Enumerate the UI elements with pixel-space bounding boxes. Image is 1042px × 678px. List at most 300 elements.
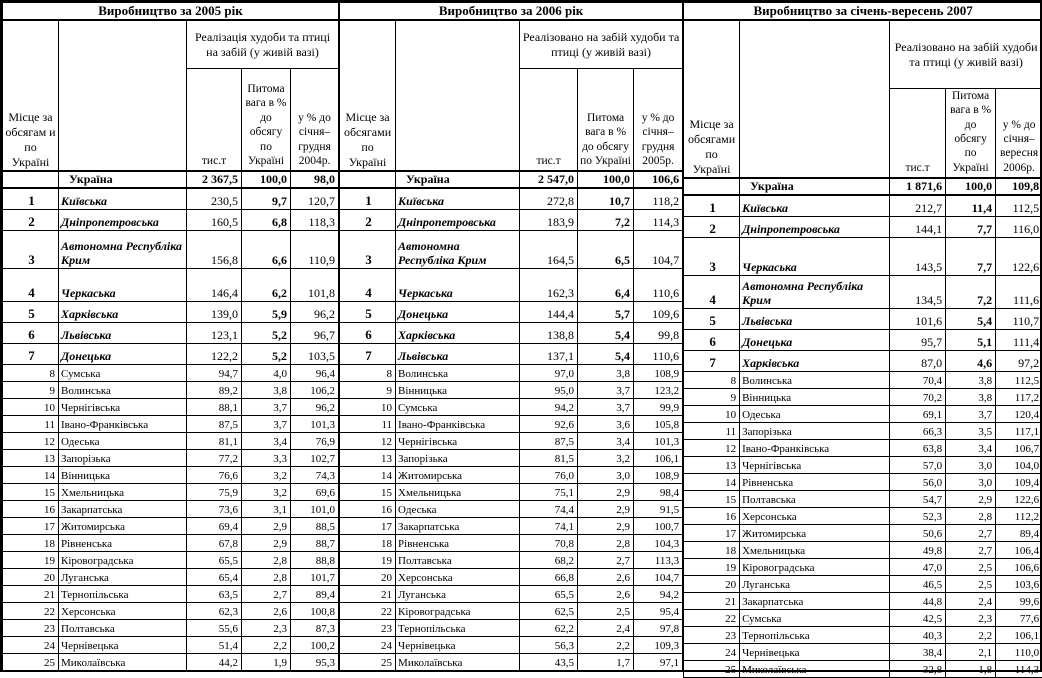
table-row [3,322,339,343]
volume-cell: 65,5 [187,551,242,568]
rank-cell: 3 [3,230,59,268]
rank-cell: 9 [3,381,59,398]
region-cell: Київська [396,188,520,209]
rank-cell: 7 [684,350,740,371]
share-cell: 3,7 [946,405,996,422]
percent-cell: 106,6 [634,171,683,188]
share-cell: 2,6 [578,585,634,602]
table-row [3,585,339,602]
percent-cell: 109,3 [634,636,683,653]
region-cell: Рівненська [59,534,187,551]
share-cell: 4,0 [242,364,291,381]
rank-cell: 2 [684,216,740,237]
section-2006 [339,2,683,671]
rank-cell: 19 [340,551,396,568]
percent-cell: 104,3 [634,534,683,551]
volume-cell: 81,5 [520,449,578,466]
rank-cell: 14 [684,473,740,490]
share-cell: 3,8 [946,371,996,388]
rank-cell: 16 [3,500,59,517]
table-row [3,209,339,230]
volume-cell: 56,0 [890,473,946,490]
rank-cell: 9 [684,388,740,405]
volume-cell: 51,4 [187,636,242,653]
percent-cell: 120,7 [291,188,339,209]
volume-cell: 146,4 [187,268,242,301]
rank-cell: 18 [340,534,396,551]
volume-cell: 272,8 [520,188,578,209]
rank-cell: 13 [3,449,59,466]
rank-cell: 23 [684,626,740,643]
table-row [340,483,683,500]
share-cell: 100,0 [946,178,996,195]
region-cell: Тернопільська [740,626,890,643]
share-cell: 100,0 [578,171,634,188]
section-title: Виробництво за 2005 рік [3,3,339,21]
table-row [340,568,683,585]
volume-cell: 62,2 [520,619,578,636]
volume-cell: 88,1 [187,398,242,415]
table-row [340,432,683,449]
table-row [684,195,1042,216]
share-cell: 3,4 [578,432,634,449]
rank-cell: 17 [3,517,59,534]
volume-cell: 69,1 [890,405,946,422]
volume-cell: 95,0 [520,381,578,398]
volume-cell: 44,8 [890,592,946,609]
rank-cell: 20 [340,568,396,585]
volume-cell: 75,9 [187,483,242,500]
table-row [3,534,339,551]
col-header-tons: тис.т [890,88,946,178]
volume-cell: 183,9 [520,209,578,230]
table-row [3,449,339,466]
share-cell: 2,1 [946,643,996,660]
table-row [3,653,339,670]
region-header [740,20,890,178]
percent-cell: 99,9 [634,398,683,415]
region-cell: Харківська [396,322,520,343]
share-cell: 7,2 [578,209,634,230]
col-header-share: Питома вага в % до обсягу по Україні [946,88,996,178]
share-cell: 6,5 [578,230,634,268]
rank-cell: 17 [684,524,740,541]
rank-cell: 10 [3,398,59,415]
percent-cell: 96,2 [291,398,339,415]
volume-cell: 97,0 [520,364,578,381]
volume-cell: 2 547,0 [520,171,578,188]
percent-cell: 106,7 [996,439,1042,456]
volume-cell: 87,0 [890,350,946,371]
table-row [3,415,339,432]
percent-cell: 98,0 [291,171,339,188]
rank-cell: 2 [3,209,59,230]
share-cell: 5,4 [578,322,634,343]
volume-cell: 94,7 [187,364,242,381]
col-header-share: Питома вага в % до обсягу по Україні [578,68,634,171]
table-row [684,329,1042,350]
region-cell: Автономна Республіка Крим [59,230,187,268]
volume-cell: 50,6 [890,524,946,541]
percent-cell: 91,5 [634,500,683,517]
rank-cell: 5 [684,308,740,329]
table-row [340,268,683,301]
percent-cell: 118,3 [291,209,339,230]
table-row [684,558,1042,575]
table-row [340,551,683,568]
volume-cell: 87,5 [520,432,578,449]
share-cell: 3,7 [242,398,291,415]
share-cell: 2,9 [578,517,634,534]
rank-cell: 19 [684,558,740,575]
percent-cell: 94,2 [634,585,683,602]
percent-cell: 99,6 [996,592,1042,609]
table-row [684,216,1042,237]
rank-cell: 7 [3,343,59,364]
region-cell: Миколаївська [396,653,520,670]
share-cell: 2,9 [946,490,996,507]
region-cell: Львівська [740,308,890,329]
table-row [684,371,1042,388]
rank-cell: 25 [340,653,396,670]
table-row [684,388,1042,405]
rank-cell: 4 [3,268,59,301]
percent-cell: 101,0 [291,500,339,517]
share-cell: 5,2 [242,322,291,343]
volume-cell: 65,4 [187,568,242,585]
rank-cell: 10 [684,405,740,422]
volume-cell: 70,2 [890,388,946,405]
share-cell: 2,7 [946,541,996,558]
place-header: Місце за обсягами по Україні [340,20,396,171]
table-row [340,500,683,517]
percent-cell: 74,3 [291,466,339,483]
share-cell: 2,4 [578,619,634,636]
rank-cell: 1 [3,188,59,209]
rank-cell: 23 [340,619,396,636]
share-cell: 3,2 [578,449,634,466]
table-row [684,308,1042,329]
rank-cell: 24 [340,636,396,653]
share-cell: 2,7 [946,524,996,541]
table-row [3,188,339,209]
percent-cell: 97,2 [996,350,1042,371]
rank-cell: 14 [3,466,59,483]
percent-cell: 88,8 [291,551,339,568]
region-cell: Луганська [396,585,520,602]
share-cell: 3,6 [578,415,634,432]
rank-cell: 16 [340,500,396,517]
percent-cell: 110,7 [996,308,1042,329]
share-cell: 3,8 [578,364,634,381]
region-cell: Івано-Франківська [396,415,520,432]
share-cell: 5,9 [242,301,291,322]
volume-cell: 65,5 [520,585,578,602]
table-row [684,237,1042,275]
rank-cell: 11 [3,415,59,432]
table-row [340,364,683,381]
share-cell: 2,5 [578,602,634,619]
region-cell: Донецька [59,343,187,364]
volume-cell: 63,8 [890,439,946,456]
percent-cell: 113,3 [634,551,683,568]
table-row [340,209,683,230]
total-row [3,171,339,188]
table-row [3,364,339,381]
table-row [340,602,683,619]
volume-cell: 69,4 [187,517,242,534]
col-header-tons: тис.т [187,68,242,171]
volume-cell: 52,3 [890,507,946,524]
rank-cell: 3 [340,230,396,268]
share-cell: 2,8 [242,568,291,585]
sales-span-header: Реалізовано на забій худоби та птиці (у живій вазі) [890,20,1042,88]
table-row [684,592,1042,609]
percent-cell: 104,0 [996,456,1042,473]
share-cell: 3,5 [946,422,996,439]
region-cell: Сумська [59,364,187,381]
region-cell: Кіровоградська [59,551,187,568]
volume-cell: 89,2 [187,381,242,398]
share-cell: 2,5 [946,558,996,575]
volume-cell: 55,6 [187,619,242,636]
table-row [340,636,683,653]
volume-cell: 212,7 [890,195,946,216]
region-cell: Чернігівська [740,456,890,473]
percent-cell: 69,6 [291,483,339,500]
table-row [340,653,683,670]
volume-cell: 74,4 [520,500,578,517]
share-cell: 2,6 [578,568,634,585]
table-row [340,585,683,602]
share-cell: 3,4 [242,432,291,449]
table-row [3,568,339,585]
region-cell: Рівненська [396,534,520,551]
share-cell: 7,2 [946,275,996,308]
rank-cell: 13 [684,456,740,473]
region-cell: Чернігівська [59,398,187,415]
table-row [684,507,1042,524]
table-row [684,643,1042,660]
sales-span-header: Реалізація худоби та птиці на забій (у живій вазі) [187,20,339,68]
region-cell: Хмельницька [59,483,187,500]
volume-cell: 54,7 [890,490,946,507]
rank-cell: 15 [3,483,59,500]
rank-cell: 16 [684,507,740,524]
share-cell: 2,2 [946,626,996,643]
region-cell: Хмельницька [740,541,890,558]
percent-cell: 104,7 [634,568,683,585]
region-cell: Чернігівська [396,432,520,449]
volume-cell: 73,6 [187,500,242,517]
region-cell: Харківська [59,301,187,322]
share-cell: 3,2 [242,466,291,483]
volume-cell: 137,1 [520,343,578,364]
region-cell: Україна [59,171,187,188]
region-cell: Тернопільська [59,585,187,602]
percent-cell: 122,6 [996,237,1042,275]
percent-cell: 101,3 [291,415,339,432]
volume-cell: 162,3 [520,268,578,301]
percent-cell: 122,6 [996,490,1042,507]
table-row [3,483,339,500]
region-cell: Луганська [59,568,187,585]
volume-cell: 70,8 [520,534,578,551]
table-row [684,350,1042,371]
rank-cell: 22 [3,602,59,619]
percent-cell: 96,4 [291,364,339,381]
volume-cell: 70,4 [890,371,946,388]
region-cell: Дніпропетровська [59,209,187,230]
volume-cell: 68,2 [520,551,578,568]
share-cell: 2,3 [242,619,291,636]
percent-cell: 76,9 [291,432,339,449]
region-cell: Київська [740,195,890,216]
rank-cell: 2 [340,209,396,230]
region-cell: Волинська [396,364,520,381]
table-row [684,405,1042,422]
rank-cell [684,178,740,195]
volume-cell: 94,2 [520,398,578,415]
rank-cell: 22 [340,602,396,619]
share-cell: 3,8 [242,381,291,398]
volume-cell: 134,5 [890,275,946,308]
rank-cell: 8 [684,371,740,388]
rank-cell: 20 [3,568,59,585]
percent-cell: 101,7 [291,568,339,585]
table-row [340,517,683,534]
rank-cell: 21 [3,585,59,602]
percent-cell: 97,8 [634,619,683,636]
volume-cell: 164,5 [520,230,578,268]
region-cell: Полтавська [740,490,890,507]
percent-cell: 102,7 [291,449,339,466]
table-row [684,575,1042,592]
percent-cell: 110,9 [291,230,339,268]
table-row [3,500,339,517]
rank-cell: 15 [684,490,740,507]
rank-cell: 14 [340,466,396,483]
table-row [3,602,339,619]
place-header: Місце за обсягам и по Україні [3,20,59,171]
table-row [684,541,1042,558]
volume-cell: 139,0 [187,301,242,322]
region-cell: Житомирська [396,466,520,483]
sales-span-header: Реалізовано на забій худоби та птиці (у живій вазі) [520,20,683,68]
percent-cell: 123,2 [634,381,683,398]
rank-cell: 7 [340,343,396,364]
share-cell: 5,7 [578,301,634,322]
volume-cell: 138,8 [520,322,578,343]
volume-cell: 144,1 [890,216,946,237]
region-cell: Черкаська [396,268,520,301]
table-row [684,439,1042,456]
table-row [3,230,339,268]
volume-cell: 66,3 [890,422,946,439]
region-header [396,20,520,171]
volume-cell: 160,5 [187,209,242,230]
rank-cell: 6 [684,329,740,350]
share-cell: 2,4 [946,592,996,609]
region-cell: Україна [396,171,520,188]
rank-cell: 12 [3,432,59,449]
percent-cell: 97,1 [634,653,683,670]
section-2005 [2,2,339,671]
share-cell: 7,7 [946,216,996,237]
percent-cell: 100,7 [634,517,683,534]
rank-cell: 23 [3,619,59,636]
percent-cell: 120,4 [996,405,1042,422]
table-row [684,275,1042,308]
percent-cell: 114,3 [996,660,1042,677]
percent-cell: 106,6 [996,558,1042,575]
table-row [340,301,683,322]
rank-cell: 24 [684,643,740,660]
share-cell: 2,2 [242,636,291,653]
region-cell: Черкаська [59,268,187,301]
share-cell: 100,0 [242,171,291,188]
volume-cell: 46,5 [890,575,946,592]
region-cell: Одеська [740,405,890,422]
share-cell: 6,6 [242,230,291,268]
volume-cell: 44,2 [187,653,242,670]
share-cell: 2,9 [578,483,634,500]
region-cell: Дніпропетровська [396,209,520,230]
rank-cell [340,171,396,188]
region-cell: Запорізька [740,422,890,439]
rank-cell: 11 [684,422,740,439]
share-cell: 2,5 [946,575,996,592]
region-cell: Автономна Республіка Крим [740,275,890,308]
share-cell: 2,8 [946,507,996,524]
percent-cell: 109,8 [996,178,1042,195]
share-cell: 3,0 [578,466,634,483]
region-cell: Херсонська [59,602,187,619]
volume-cell: 32,8 [890,660,946,677]
volume-cell: 62,5 [520,602,578,619]
rank-cell: 18 [3,534,59,551]
percent-cell: 117,1 [996,422,1042,439]
rank-cell [3,171,59,188]
rank-cell: 19 [3,551,59,568]
table-row [684,422,1042,439]
percent-cell: 100,2 [291,636,339,653]
region-cell: Вінницька [59,466,187,483]
percent-cell: 110,6 [634,343,683,364]
table-row [3,398,339,415]
rank-cell: 24 [3,636,59,653]
share-cell: 3,4 [946,439,996,456]
rank-cell: 5 [340,301,396,322]
rank-cell: 11 [340,415,396,432]
region-cell: Вінницька [740,388,890,405]
share-cell: 2,9 [242,534,291,551]
percent-cell: 116,0 [996,216,1042,237]
col-header-pct: у % до січня–вересня 2006р. [996,88,1042,178]
percent-cell: 109,6 [634,301,683,322]
table-row [340,415,683,432]
rank-cell: 1 [340,188,396,209]
region-cell: Волинська [740,371,890,388]
share-cell: 3,7 [578,398,634,415]
share-cell: 2,2 [578,636,634,653]
table-row [684,524,1042,541]
percent-cell: 110,0 [996,643,1042,660]
percent-cell: 112,5 [996,371,1042,388]
volume-cell: 63,5 [187,585,242,602]
region-cell: Харківська [740,350,890,371]
rank-cell: 12 [684,439,740,456]
